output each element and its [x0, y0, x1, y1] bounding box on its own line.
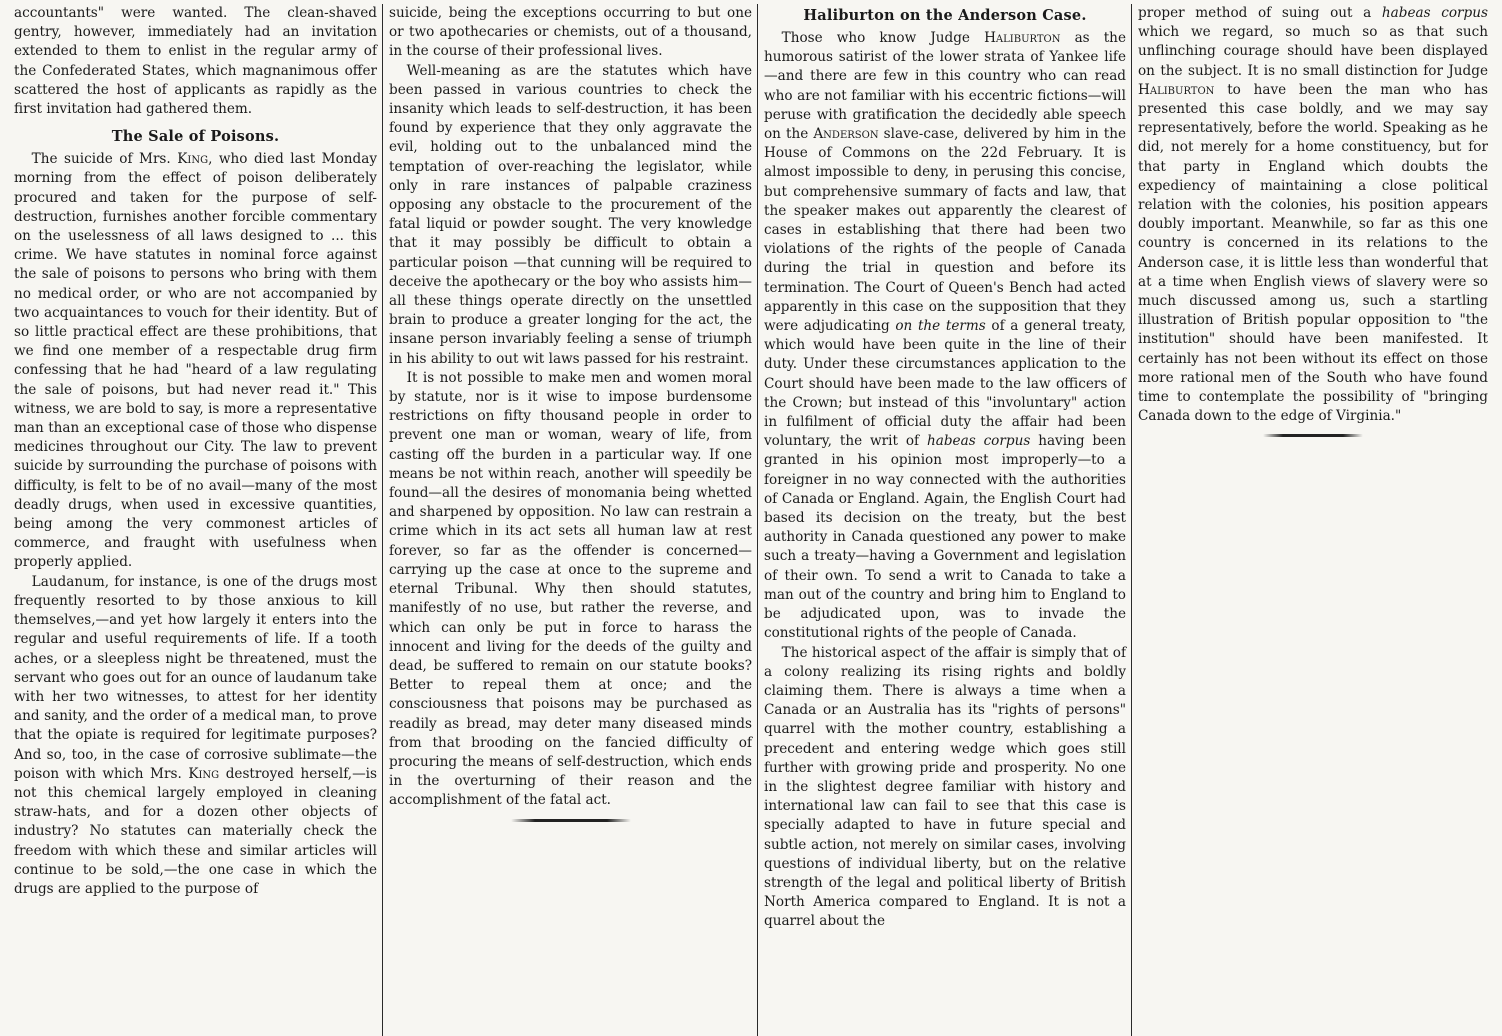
article-end-divider: [511, 819, 631, 822]
paragraph: The historical aspect of the affair is simply that of a colony realizing its rising rights and boldly claiming them. There is always a time when a Canada or an Australia has its "rights of persons" quarrel with the mother country, establishing a precedent and entering wedge which goes still further with growing pride and prosperity. No one in the slightest degree familiar with history and international law can fail to see that this case is specially adapted to have in future special and subtle action, not merely on similar cases, involving questions of individual liberty, but on the relative strength of the legal and political liberty of British North America compared to England. It is not a quarrel about the: [764, 644, 1126, 930]
column-3: [758, 4, 1132, 1036]
text-run: proper method of suing out a: [1138, 5, 1382, 21]
column-2: [383, 4, 758, 1036]
column-4: [1132, 4, 1494, 1036]
article-end-divider: [1263, 434, 1363, 437]
article-title-haliburton: Haliburton on the Anderson Case.: [803, 7, 1087, 24]
name-small-caps: King: [188, 765, 220, 782]
text-run: destroyed herself,—is not this chemical largely employed in cleaning straw-hats, and for a dozen other objects of industry? No statutes can materially check the freedom with which these and similar articles will continue to be sold,—the one case in which the drugs are applied to the purpose of: [14, 765, 377, 897]
italic-phrase: on the terms: [895, 318, 986, 335]
text-run: slave-case, delivered by him in the House of Commons on the 22d February. It is almost impossible to deny, in perusing this concise, but comprehensive summary of facts and law, that the speaker makes out apparently the clearest of cases in establishing that there had been two violations of the rights of the people of Canada during the trial in question and before its termination. The Court of Queen's Bench had acted apparently in this case on the supposition that they were adjudicating: [764, 126, 1126, 335]
text-run: of a general treaty, which would have been quite in the line of their duty. Under these circumstances application to the Court should have been made to the law officers of the Crown; but instead of this "involuntary" action in fulfilment of official duty the affair had been voluntary, the writ of: [764, 318, 1126, 450]
text-run: Those who know Judge: [781, 30, 985, 46]
text-run: which we regard, so much so as that such unflinching courage should have been displayed on the subject. It is no small distinction for Judge: [1138, 24, 1488, 79]
paragraph: It is not possible to make men and women moral by statute, nor is it wise to impose burdensome restrictions on fifty thousand people in order to prevent one man or woman, weary of life, from casting off the burden in a particular way. If one means be not within reach, another will speedily be found—all the desires of monomania being whetted and sharpened by opposition. No law can restrain a crime which in its act sets all human law at rest forever, so far as the offender is concerned—carrying up the case at once to the supreme and eternal Tribunal. Why then should statutes, manifestly of no use, but rather the reverse, and which can only be put in force to harass the innocent and living for the deeds of the guilty and dead, be suffered to remain on our statute books? Better to repeal them at once; and the consciousness that poisons may be purchased as readily as bread, may deter many diseased minds from that brooding on the fancied difficulty of procuring the means of self-destruction, which ends in the overturning of their reason and the accomplishment of the fatal act.: [389, 369, 752, 809]
italic-phrase: habeas corpus: [926, 433, 1031, 450]
paragraph: [14, 573, 377, 899]
italic-phrase: habeas corpus: [1381, 5, 1488, 21]
name-small-caps: Anderson: [813, 126, 879, 143]
text-run: The suicide of Mrs.: [31, 151, 178, 168]
continuation-paragraph: [1138, 4, 1488, 426]
text-run: as the humorous satirist of the lower strata of Yankee life—and there are few in this country who can read who are not familiar with his eccentric fictions—will peruse with gratification the decidedly able speech on the: [764, 30, 1126, 143]
text-run: , who died last Monday morning from the effect of poison deliberately procured and taken for the purpose of self-destruction, furnishes another forcible commentary on the uselessness of all laws designed to ... this crime. We have statutes in nominal force against the sale of poisons to persons who bring with them no medical order, or who are not accompanied by two acquaintances to vouch for their identity. But of so little practical effect are these prohibitions, that we find one member of a respectable drug firm confessing that he had "heard of a law regulating the sale of poisons, but had never read it." This witness, we are bold to say, is more a representative man than an exceptional case of those who dispense medicines throughout our City. The law to prevent suicide by surrounding the purchase of poisons with difficulty, is felt to be of no avail—many of the most deadly drugs, when used in excessive quantities, being among the very commonest articles of commerce, and fraught with usefulness when properly applied.: [14, 151, 377, 571]
name-small-caps: Haliburton: [1138, 81, 1215, 98]
paragraph: [14, 150, 377, 572]
continuation-paragraph: suicide, being the exceptions occurring to but one or two apothecaries or chemists, out of a thousand, in the course of their professional lives.: [389, 5, 752, 60]
text-run: Laudanum, for instance, is one of the drugs most frequently resorted to by those anxious to kill themselves,—and yet how largely it enters into the regular and useful requirements of life. If a tooth aches, or a sleepless night be threatened, must the servant who goes out for an ounce of laudanum take with her two witnesses, to attest for her identity and sanity, and the order of a medical man, to prove that the opiate is required for legitimate purposes? And so, too, in the case of corrosive sublimate—the poison with which Mrs.: [14, 573, 377, 782]
paragraph: Well-meaning as are the statutes which have been passed in various countries to check the insanity which leads to self-destruction, it has been found by experience that they only aggravate the evil, holding out to the unbalanced mind the temptation of over-reaching the legislator, while only in rare instances of palpable craziness opposing any obstacle to the procurement of the fatal liquid or powder sought. The very knowledge that it may possibly be difficult to obtain a particular poison —that cunning will be required to deceive the apothecary or the boy who assists him—all these things operate directly on the unsettled brain to produce a greater longing for the act, the insane person invariably feeling a sense of triumph in his ability to out wit laws passed for his restraint.: [389, 62, 752, 367]
text-run: having been granted in his opinion most improperly—to a foreigner in no way connected with the authorities of Canada or England. Again, the English Court had based its decision on the treaty, but the best authority in Canada questioned any power to make such a treaty—having a Government and legislation of their own. To send a writ to Canada to take a man out of the country and bring him to England to be adjudicated upon, was to invade the constitutional rights of the people of Canada.: [764, 433, 1126, 642]
text-run: to have been the man who has presented this case boldly, and we may say representatively, before the world. Speaking as he did, not merely for a home constituency, but for that party in England which doubts the expediency of maintaining a close political relation with the colonies, his position appears doubly important. Meanwhile, so far as this one country is concerned in its relations to the Anderson case, it is little less than wonderful that at a time when English views of slavery were so much discussed among us, such a startling illustration of British popular opposition to "the institution" should have been manifested. It certainly has not been without its effect on those more rational men of the South who have found time to contemplate the possibility of "bringing Canada down to the edge of Virginia.": [1138, 81, 1488, 425]
article-title-sale-of-poisons: The Sale of Poisons.: [111, 128, 280, 146]
continuation-paragraph: accountants" were wanted. The clean-shaved gentry, however, immediately had an invitation extended to them to enlist in the regular army of the Confederated States, which magnanimous offer scattered the host of applicants as rapidly as the first invitation had gathered them.: [14, 5, 377, 118]
name-small-caps: King: [177, 151, 209, 168]
paragraph: [764, 29, 1126, 644]
column-1: [8, 4, 383, 1036]
name-small-caps: Haliburton: [984, 30, 1061, 46]
